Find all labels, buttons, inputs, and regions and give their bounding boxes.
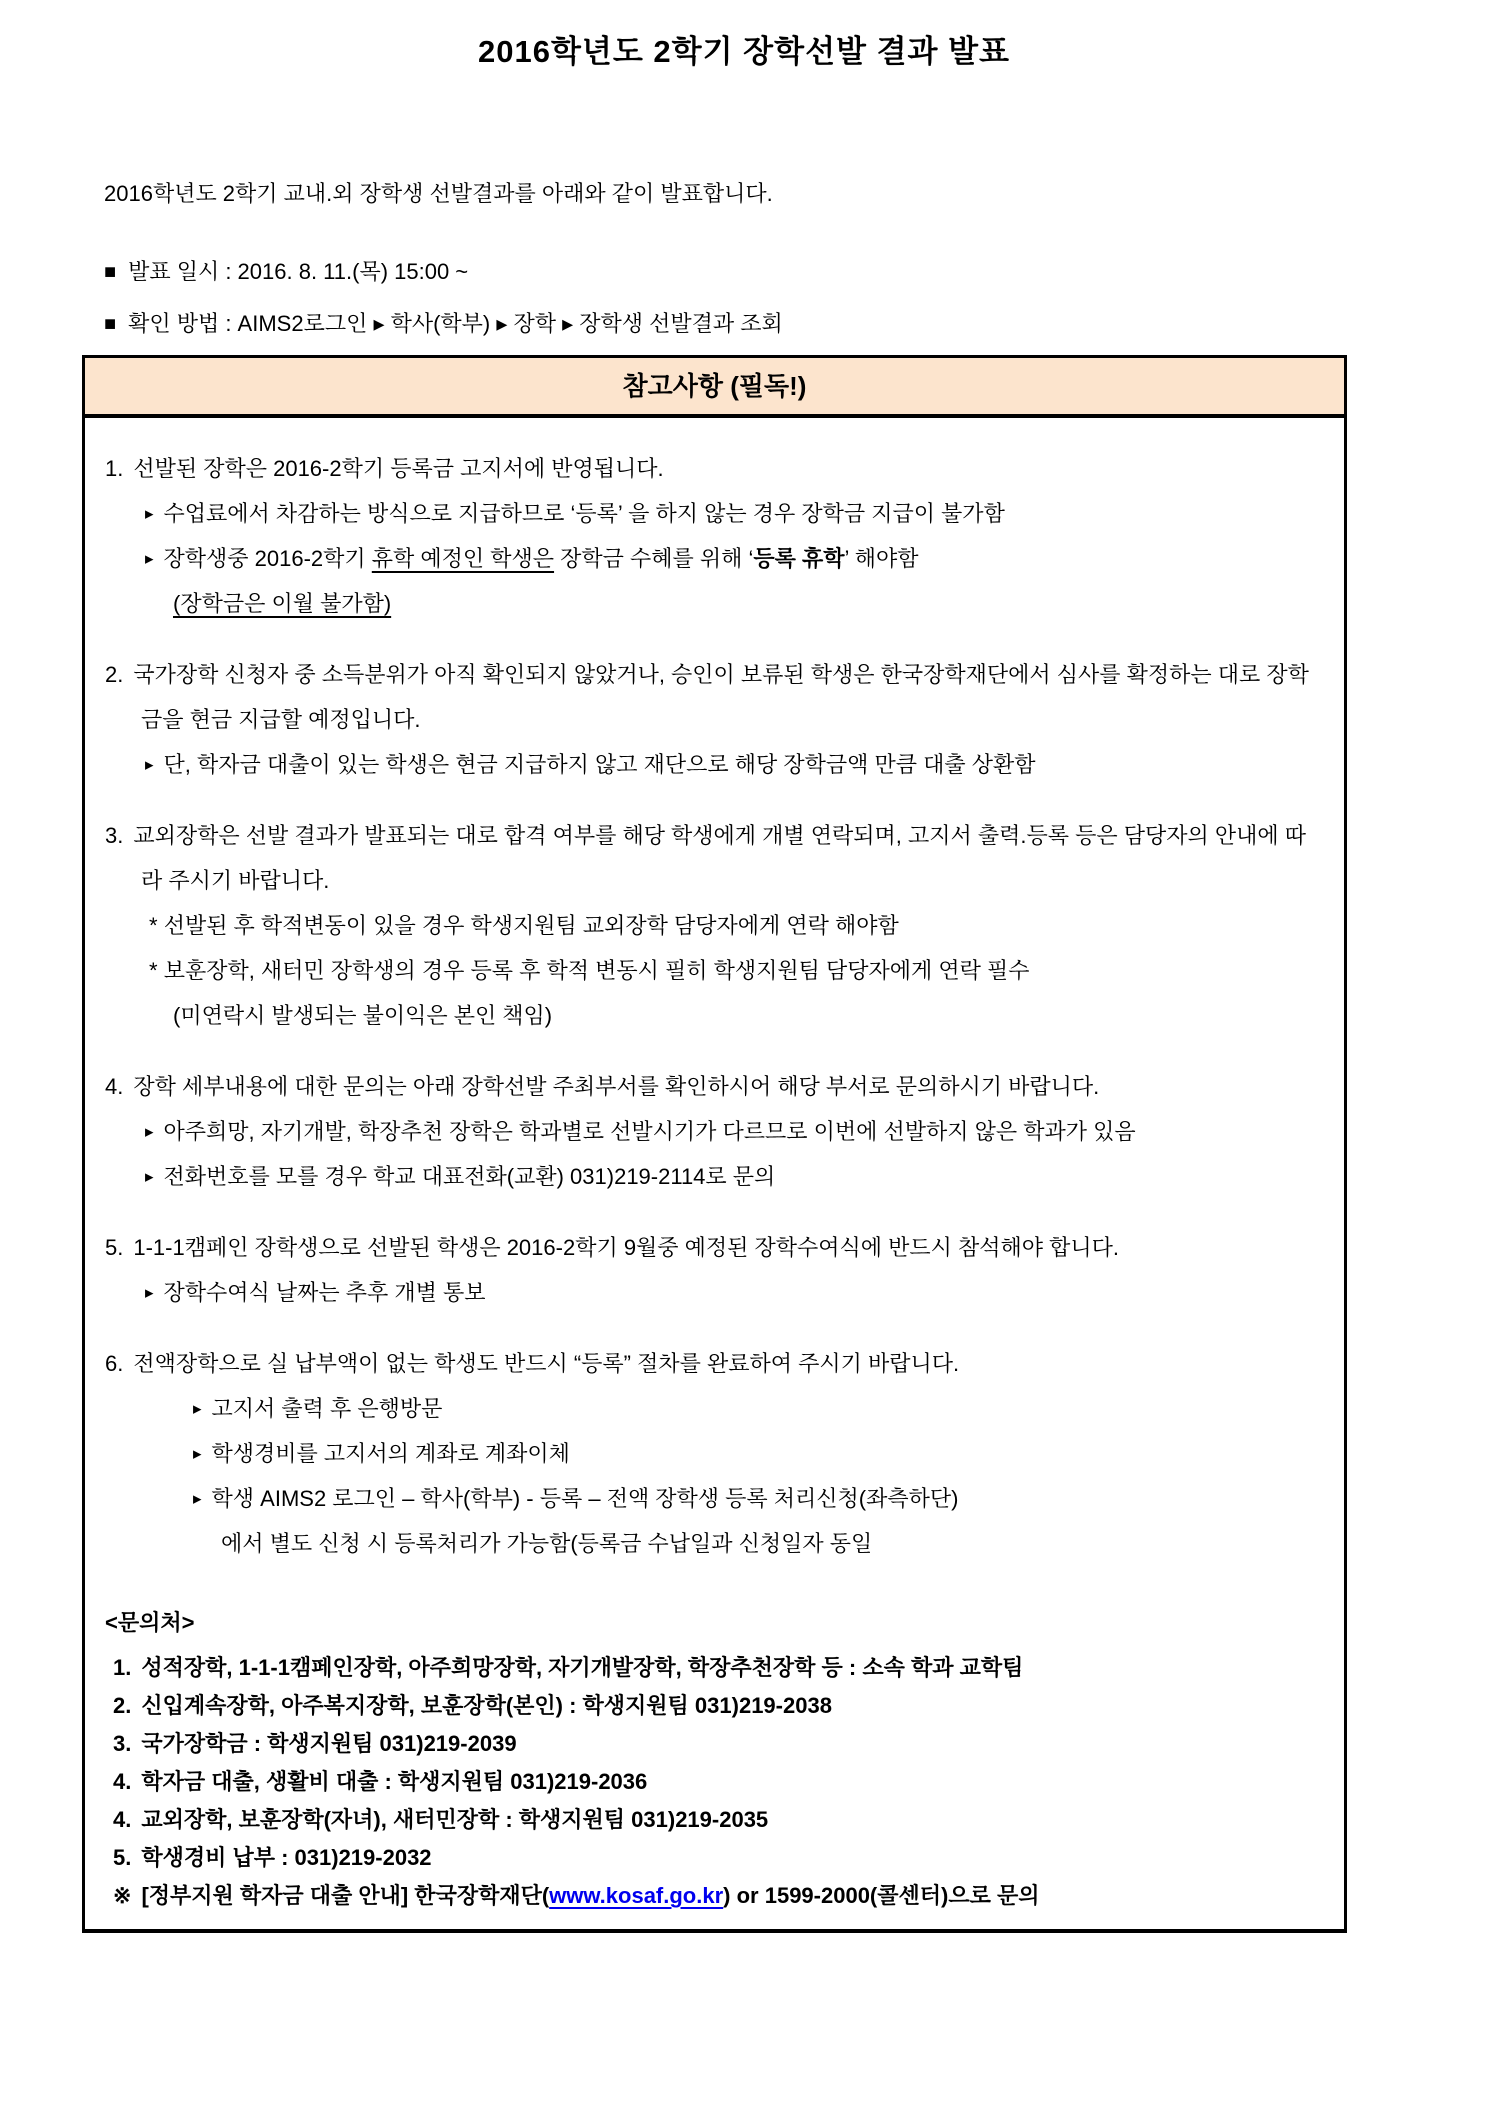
item-1-bullet-2 xyxy=(145,536,1318,581)
contact-number: 1. xyxy=(113,1655,132,1680)
note-text: 보훈장학, 새터민 장학생의 경우 등록 후 학적 변동시 필히 학생지원팀 담당자에게 연락 필수 xyxy=(163,958,1030,983)
notice-box-header: 참고사항 (필독!) xyxy=(85,358,1344,418)
notice-item-1 xyxy=(105,446,1318,626)
kosaf-link[interactable]: www.kosaf.go.kr xyxy=(549,1883,724,1908)
page-title: 2016학년도 2학기 장학선발 결과 발표 xyxy=(478,34,1010,69)
contact-line-3 xyxy=(113,1725,1318,1763)
bullet-text: 장학생중 2016-2학기 xyxy=(163,546,372,571)
item-2-bullet-1 xyxy=(145,742,1318,787)
square-bullet-icon: ■ xyxy=(104,313,117,335)
item-3-continuation: (미연락시 발생되는 불이익은 본인 책임) xyxy=(173,1003,553,1028)
square-bullet-icon: ■ xyxy=(104,261,117,283)
bullet-text: 고지서 출력 후 은행방문 xyxy=(211,1396,443,1421)
notice-item-3 xyxy=(105,813,1318,1038)
notice-item-6 xyxy=(105,1341,1318,1566)
underlined-text: (장학금은 이월 불가함) xyxy=(173,591,392,616)
item-text: 교외장학은 선발 결과가 발표되는 대로 합격 여부를 해당 학생에게 개별 연락되며, 고지서 출력.등록 등은 담당자의 안내에 따라 주시기 바랍니다. xyxy=(133,823,1306,893)
triangle-bullet-icon: ▸ xyxy=(145,1167,154,1186)
item-6-bullet-2 xyxy=(193,1431,1318,1476)
bullet-text: 수업료에서 차감하는 방식으로 지급하므로 ‘등록’ 을 하지 않는 경우 장학금 지급이 불가함 xyxy=(163,501,1005,526)
triangle-bullet-icon: ▸ xyxy=(145,755,154,774)
triangle-bullet-icon: ▸ xyxy=(145,549,154,568)
item-3-main xyxy=(105,813,1318,903)
contact-section xyxy=(105,1600,1318,1915)
item-6-main xyxy=(105,1341,1318,1386)
item-1-main xyxy=(105,446,1318,491)
item-number: 3. xyxy=(105,823,124,848)
item-text: 전액장학으로 실 납부액이 없는 학생도 반드시 “등록” 절차를 완료하여 주시기 바랍니다. xyxy=(133,1351,960,1376)
item-number: 4. xyxy=(105,1074,124,1099)
bullet-text: 단, 학자금 대출이 있는 학생은 현금 지급하지 않고 재단으로 해당 장학금액 만큼 대출 상환함 xyxy=(163,752,1036,777)
announce-method-text: 확인 방법 : AIMS2로그인 ▸ 학사(학부) ▸ 장학 ▸ 장학생 선발결과 조회 xyxy=(128,311,783,336)
bullet-text: 학생 AIMS2 로그인 – 학사(학부) - 등록 – 전액 장학생 등록 처리신청(좌측하단) xyxy=(211,1486,959,1511)
item-2-main xyxy=(105,652,1318,742)
contact-number: 2. xyxy=(113,1693,132,1718)
contact-line-2 xyxy=(113,1687,1318,1725)
contact-section-title: <문의처> xyxy=(105,1610,195,1635)
item-text: 1-1-1캠페인 장학생으로 선발된 학생은 2016-2학기 9월중 예정된 장학수여식에 반드시 참석해야 합니다. xyxy=(133,1235,1120,1260)
contact-text: 신입계속장학, 아주복지장학, 보훈장학(본인) : 학생지원팀 031)219-2038 xyxy=(141,1693,832,1718)
contact-text: 국가장학금 : 학생지원팀 031)219-2039 xyxy=(141,1731,517,1756)
item-1-continuation xyxy=(173,581,1318,626)
contact-text: 성적장학, 1-1-1캠페인장학, 아주희망장학, 자기개발장학, 학장추천장학 등 : 소속 학과 교학팀 xyxy=(141,1655,1024,1680)
announce-method-line xyxy=(104,309,1488,339)
triangle-bullet-icon: ▸ xyxy=(193,1399,202,1418)
triangle-bullet-icon: ▸ xyxy=(145,1122,154,1141)
bullet-text: ’ 해야함 xyxy=(844,546,919,571)
notice-box-content xyxy=(85,418,1344,1929)
contact-line-1 xyxy=(113,1649,1318,1687)
note-text: ) or 1599-2000(콜센터)으로 문의 xyxy=(723,1883,1040,1908)
item-3-note-2 xyxy=(149,948,1318,993)
item-5-bullet-1 xyxy=(145,1270,1318,1315)
bullet-text: 학생경비를 고지서의 계좌로 계좌이체 xyxy=(211,1441,570,1466)
contact-line-6 xyxy=(113,1839,1318,1877)
item-text: 장학 세부내용에 대한 문의는 아래 장학선발 주최부서를 확인하시어 해당 부서로 문의하시기 바랍니다. xyxy=(133,1074,1100,1099)
notice-item-2 xyxy=(105,652,1318,787)
bullet-text: 아주희망, 자기개발, 학장추천 장학은 학과별로 선발시기가 다르므로 이번에 선발하지 않은 학과가 있음 xyxy=(163,1119,1136,1144)
contact-line-4 xyxy=(113,1763,1318,1801)
asterisk-marker: * xyxy=(149,913,158,938)
bullet-text: 장학수여식 날짜는 추후 개별 통보 xyxy=(163,1280,486,1305)
item-text: 선발된 장학은 2016-2학기 등록금 고지서에 반영됩니다. xyxy=(133,456,664,481)
note-text: 선발된 후 학적변동이 있을 경우 학생지원팀 교외장학 담당자에게 연락 해야함 xyxy=(163,913,899,938)
contact-text: 학생경비 납부 : 031)219-2032 xyxy=(141,1845,432,1870)
item-6-bullet-3 xyxy=(193,1476,1318,1521)
triangle-bullet-icon: ▸ xyxy=(193,1444,202,1463)
notice-box xyxy=(82,355,1347,1933)
item-6-continuation: 에서 별도 신청 시 등록처리가 가능함(등록금 수납일과 신청일자 동일 xyxy=(221,1531,873,1556)
item-number: 1. xyxy=(105,456,124,481)
item-number: 6. xyxy=(105,1351,124,1376)
contact-text: 학자금 대출, 생활비 대출 : 학생지원팀 031)219-2036 xyxy=(141,1769,648,1794)
item-4-bullet-1 xyxy=(145,1109,1318,1154)
item-5-main xyxy=(105,1225,1318,1270)
contact-number: 4. xyxy=(113,1807,132,1832)
bullet-text: 장학금 수혜를 위해 ‘ xyxy=(554,546,754,571)
notice-item-4 xyxy=(105,1064,1318,1199)
triangle-bullet-icon: ▸ xyxy=(145,1283,154,1302)
item-3-note-1 xyxy=(149,903,1318,948)
note-text: [정부지원 학자금 대출 안내] 한국장학재단( xyxy=(141,1883,550,1908)
contact-number: 3. xyxy=(113,1731,132,1756)
item-number: 5. xyxy=(105,1235,124,1260)
intro-text: 2016학년도 2학기 교내.외 장학생 선발결과를 아래와 같이 발표합니다. xyxy=(104,181,773,206)
item-number: 2. xyxy=(105,662,124,687)
bold-text: 등록 휴학 xyxy=(753,546,845,571)
item-text: 국가장학 신청자 중 소득분위가 아직 확인되지 않았거나, 승인이 보류된 학생은 한국장학재단에서 심사를 확정하는 대로 장학금을 현금 지급할 예정입니다. xyxy=(133,662,1309,732)
asterisk-marker: * xyxy=(149,958,158,983)
bullet-text: 전화번호를 모를 경우 학교 대표전화(교환) 031)219-2114로 문의 xyxy=(163,1164,776,1189)
announce-date-line xyxy=(104,257,1488,287)
contact-text: 교외장학, 보훈장학(자녀), 새터민장학 : 학생지원팀 031)219-2035 xyxy=(141,1807,769,1832)
item-4-bullet-2 xyxy=(145,1154,1318,1199)
contact-line-5 xyxy=(113,1801,1318,1839)
item-6-bullet-1 xyxy=(193,1386,1318,1431)
triangle-bullet-icon: ▸ xyxy=(193,1489,202,1508)
item-4-main xyxy=(105,1064,1318,1109)
triangle-bullet-icon: ▸ xyxy=(145,504,154,523)
notice-item-5 xyxy=(105,1225,1318,1315)
underlined-text: 휴학 예정인 학생은 xyxy=(371,546,555,571)
announce-date-text: 발표 일시 : 2016. 8. 11.(목) 15:00 ~ xyxy=(128,259,469,284)
government-loan-note xyxy=(113,1877,1318,1915)
reference-mark-icon: ※ xyxy=(113,1883,132,1908)
contact-number: 5. xyxy=(113,1845,132,1870)
contact-number: 4. xyxy=(113,1769,132,1794)
item-1-bullet-1 xyxy=(145,491,1318,536)
